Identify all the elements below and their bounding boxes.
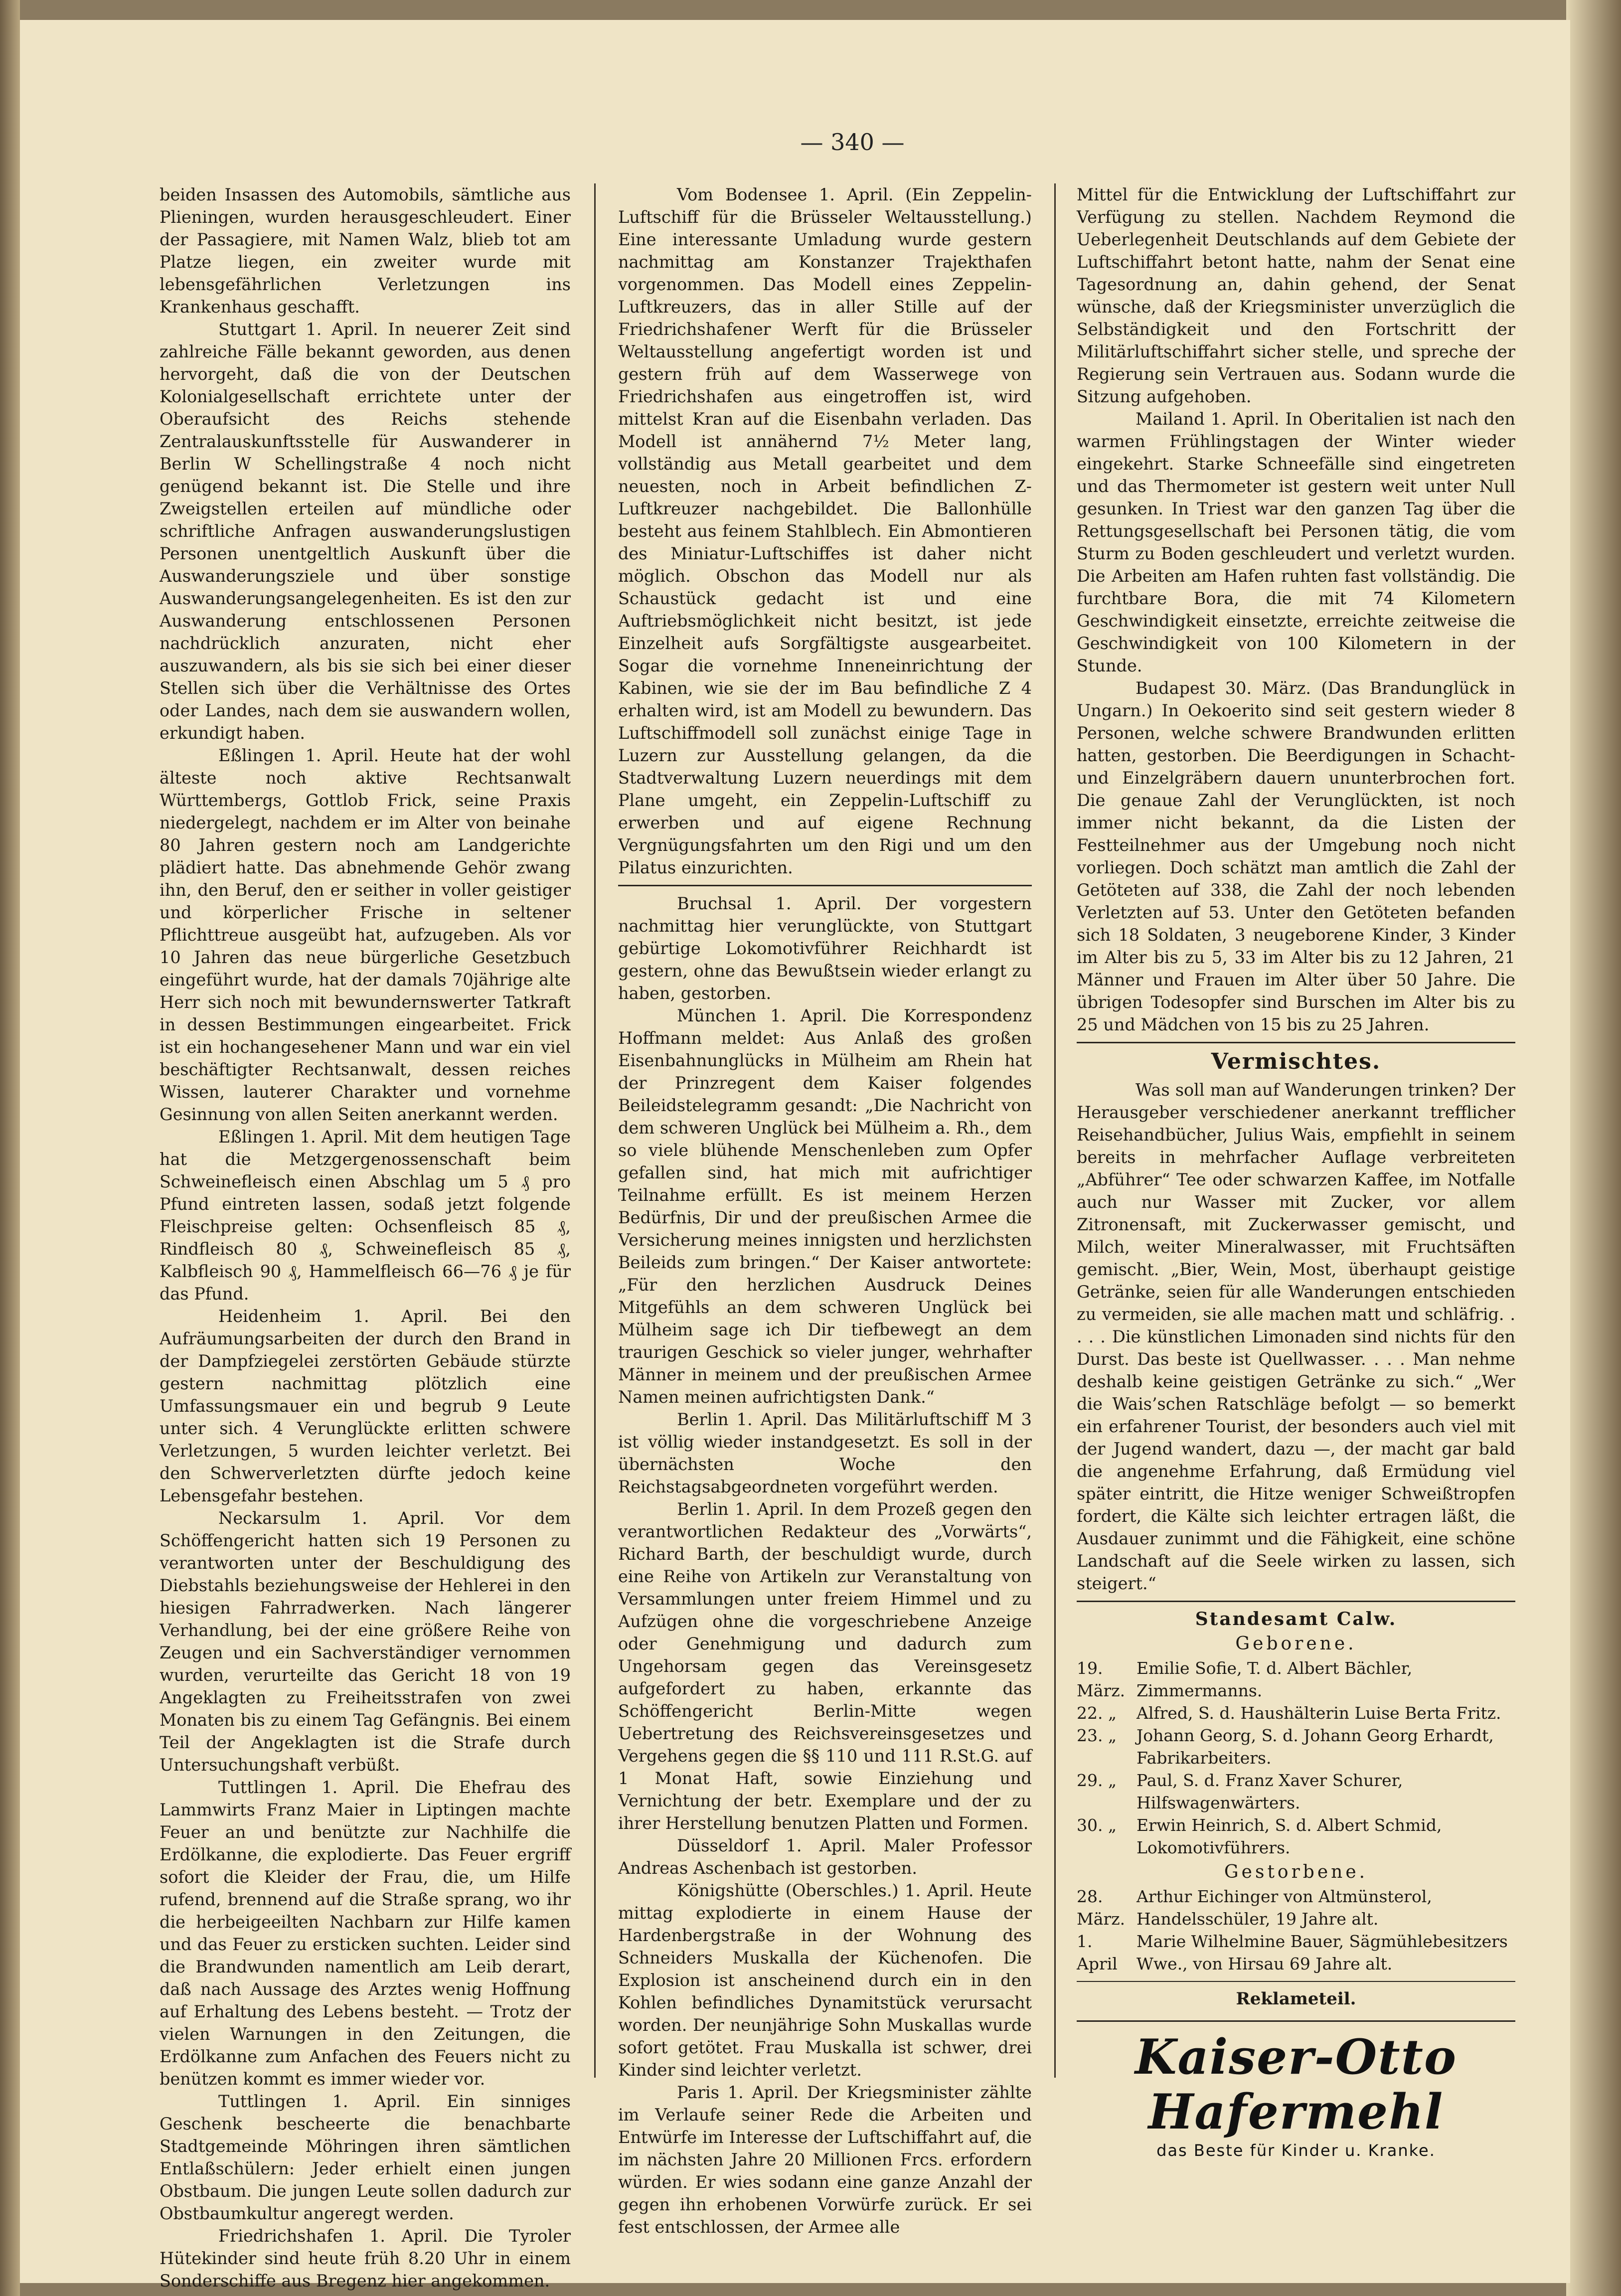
- advertisement: [1077, 2020, 1515, 2162]
- section-heading-vermischtes: Vermischtes.: [1211, 1049, 1381, 1074]
- register-entry: [1077, 1702, 1515, 1724]
- article-paragraph: Was soll man auf Wanderungen trinken? Der Herausgeber verschiedener anerkannt trefflicher Reisehandbücher, Julius Wais, empfiehlt in seinem bereits in mehrfacher Auflage verbreiteten „Abführer“ Tee oder schwarzen Kaffee, im Notfalle auch nur Wasser mit Zucker, vor allem Zitronensaft, mit Zuckerwasser gemischt, und Milch, weiter Mineralwasser, mit Fruchtsäften gemischt. „Bier, Wein, Most, überhaupt geistige Getränke, seien für alle Wanderungen entschieden zu vermeiden, sie alle machen matt und schläfrig. . . . . Die künstlichen Limonaden sind nichts für den Durst. Das beste ist Quellwasser. . . . Man nehme deshalb keine geistigen Getränke zu sich.“ „Wer die Wais’schen Ratschläge befolgt — so bemerkt ein erfahrener Tourist, der besonders auch viel mit der Jugend wandert, dazu —, der macht gar bald die angenehme Erfahrung, daß Ermüdung viel später eintritt, die Hitze weniger Schweißtropfen fordert, die Kälte sich leichter ertragen läßt, die Ausdauer zunimmt und die Fähigkeit, eine schöne Landschaft auf die Seele wirken zu lassen, sich steigert.“: [1077, 1080, 1515, 1593]
- article-paragraph: Düsseldorf 1. April. Maler Professor Andreas Aschenbach ist gestorben.: [618, 1836, 1032, 1878]
- article-paragraph: Vom Bodensee 1. April. (Ein Zeppelin-Luftschiff für die Brüsseler Weltausstellung.) Eine interessante Umladung wurde gestern nachmittag am Konstanzer Trajekthafen vorgenommen. Das Modell eines Zeppelin-Luftkreuzers, das in aller Stille auf der Friedrichshafener Werft für die Brüsseler Weltausstellung angefertigt worden ist und gestern früh auf dem Wasserwege von Friedrichshafen aus eingetroffen ist, wird mittelst Kran auf die Eisenbahn verladen. Das Modell ist annähernd 7½ Meter lang, vollständig aus Metall gearbeitet und dem neuesten, noch in Arbeit befindlichen Z-Luftkreuzer nachgebildet. Die Ballonhülle besteht aus feinem Stahlblech. Ein Abmontieren des Miniatur-Luftschiffes ist daher nicht möglich. Obschon das Modell nur als Schaustück gedacht ist und eine Auftriebsmöglichkeit nicht besitzt, ist jede Einzelheit aufs Sorgfältigste ausgearbeitet. Sogar die vornehme Inneneinrichtung der Kabinen, wie sie der im Bau befindliche Z 4 erhalten wird, ist am Modell zu bewundern. Das Luftschiffmodell soll zunächst einige Tage in Luzern zur Ausstellung gelangen, da die Stadtverwaltung Luzern neuerdings mit dem Plane umgeht, ein Zeppelin-Luftschiff zu erwerben und auf eigene Rechnung Vergnügungsfahrten um den Rigi und um den Pilatus einzurichten.: [618, 185, 1032, 877]
- entry-date: 1. April: [1077, 1932, 1118, 1973]
- register-entry: [1077, 1814, 1515, 1859]
- entry-date: 22. „: [1077, 1703, 1117, 1723]
- article-paragraph: Tuttlingen 1. April. Die Ehefrau des Lammwirts Franz Maier in Liptingen machte Feuer an und benützte zur Nachhilfe die Erdölkanne, die explodierte. Das Feuer ergriff sofort die Kleider der Frau, die, um Hilfe rufend, brennend auf die Straße sprang, wo ihr die herbeigeeilten Nachbarn zur Hilfe kamen und das Feuer zu ersticken suchten. Leider sind die Brandwunden namentlich am Leib derart, daß nach Aussage des Arztes wenig Hoffnung auf Erhaltung des Lebens besteht. — Trotz der vielen Warnungen in den Zeitungen, die Erdölkanne zum Anfachen des Feuers nicht zu benützen kommt es immer wieder vor.: [160, 1778, 571, 2089]
- section-separator: [1077, 1601, 1515, 1602]
- ad-tagline: das Beste für Kinder u. Kranke.: [1156, 2141, 1436, 2160]
- article-paragraph: Berlin 1. April. In dem Prozeß gegen den verantwortlichen Redakteur des „Vorwärts“, Richard Barth, der beschuldigt wurde, durch eine Reihe von Artikeln zur Veranstaltung von Versammlungen unter freiem Himmel und zu Aufzügen ohne die vorgeschriebene Anzeige oder Genehmigung und dadurch zum Ungehorsam gegen das Vereinsgesetz aufgefordert zu haben, erkannte das Schöffengericht Berlin-Mitte wegen Uebertretung des Reichsvereinsgesetzes und Vergehens gegen die §§ 110 und 111 R.St.G. auf 1 Monat Haft, sowie Einziehung und Vernichtung der betr. Exemplare und der zu ihrer Herstellung benutzen Platten und Formen.: [618, 1499, 1032, 1833]
- entry-text: Erwin Heinrich, S. d. Albert Schmid, Lokomotivführers.: [1136, 1815, 1442, 1857]
- register-entry: [1077, 1657, 1515, 1702]
- article-separator: [618, 885, 1032, 886]
- article-paragraph: Budapest 30. März. (Das Brandunglück in Ungarn.) In Oekoerito sind seit gestern wieder 8 Personen, welche schwere Brandwunden erlitten hatten, gestorben. Die Beerdigungen in Schacht- und Einzelgräbern dauern ununterbrochen fort. Die genaue Zahl der Verunglückten, ist noch immer nicht bekannt, da die Listen der Festteilnehmer aus der Umgebung noch nicht vorliegen. Doch schätzt man amtlich die Zahl der Getöteten auf 338, die Zahl der noch lebenden Verletzten auf 53. Unter den Getöteten befanden sich 18 Soldaten, 3 neugeborene Kinder, 3 Kinder im Alter bis zu 5, 33 im Alter bis zu 12 Jahren, 21 Männer und Frauen im Alter über 50 Jahre. Die übrigen Todesopfer sind Burschen im Alter bis zu 25 und Mädchen von 15 bis zu 25 Jahren.: [1077, 678, 1515, 1034]
- article-paragraph: Stuttgart 1. April. In neuerer Zeit sind zahlreiche Fälle bekannt geworden, aus denen hervorgeht, daß die von der Deutschen Kolonialgesellschaft errichtete unter der Oberaufsicht des Reichs stehende Zentralauskunftsstelle für Auswanderer in Berlin W Schellingstraße 4 noch nicht genügend bekannt ist. Die Stelle und ihre Zweigstellen erteilen auf mündliche oder schriftliche Anfragen auswanderungslustigen Personen unentgeltlich Auskunft über die Auswanderungsziele und über sonstige Auswanderungsangelegenheiten. Es ist den zur Auswanderung entschlossenen Personen nachdrücklich anzuraten, nicht eher auszuwandern, als bis sie sich bei einer dieser Stellen sich über die Verhältnisse des Ortes oder Landes, nach dem sie auswandern wollen, erkundigt haben.: [160, 320, 571, 743]
- register-entry: [1077, 1885, 1515, 1930]
- article-paragraph: Eßlingen 1. April. Mit dem heutigen Tage hat die Metzgergenossenschaft beim Schweinefleisch einen Abschlag um 5 ₰ pro Pfund eintreten lassen, sodaß jetzt folgende Fleischpreise gelten: Ochsenfleisch 85 ₰, Rindfleisch 80 ₰, Schweinefleisch 85 ₰, Kalbfleisch 90 ₰, Hammelfleisch 66—76 ₰ je für das Pfund.: [160, 1127, 571, 1304]
- book-gutter-left: [0, 0, 20, 2296]
- column-1: [160, 183, 571, 2292]
- section-separator: [1077, 1981, 1515, 1982]
- entry-date: 19. März.: [1077, 1658, 1126, 1700]
- entry-date: 30. „: [1077, 1815, 1117, 1835]
- entry-date: 28. März.: [1077, 1887, 1126, 1929]
- entry-text: Johann Georg, S. d. Johann Georg Erhardt, Fabrikarbeiters.: [1136, 1726, 1494, 1768]
- entry-text: Paul, S. d. Franz Xaver Schurer, Hilfswagenwärters.: [1136, 1771, 1403, 1812]
- article-paragraph: Mailand 1. April. In Oberitalien ist nach den warmen Frühlingstagen der Winter wieder eingekehrt. Starke Schneefälle sind eingetreten und das Thermometer ist gestern weit unter Null gesunken. In Triest war den ganzen Tag über die Rettungsgesellschaft bei Personen tätig, die vom Sturm zu Boden geschleudert und verletzt wurden. Die Arbeiten am Hafen ruhten fast vollständig. Die furchtbare Bora, die mit 74 Kilometern Geschwindigkeit einsetzte, erreichte zeitweise die Geschwindigkeit von 100 Kilometern in der Stunde.: [1077, 409, 1515, 675]
- entry-text: Arthur Eichinger von Altmünsterol, Handelsschüler, 19 Jahre alt.: [1136, 1887, 1432, 1929]
- book-gutter-right: [1566, 0, 1621, 2296]
- section-separator: [1077, 1042, 1515, 1043]
- gestorbene-label: Gestorbene.: [1224, 1862, 1368, 1882]
- article-paragraph: Neckarsulm 1. April. Vor dem Schöffengericht hatten sich 19 Personen zu verantworten unter der Beschuldigung des Diebstahls beziehungsweise der Hehlerei in den hiesigen Fahrradwerken. Nach längerer Verhandlung, bei der eine größere Reihe von Zeugen und ein Sachverständiger vernommen wurden, verurteilte das Gericht 18 von 19 Angeklagten zu Freiheitsstrafen von zwei Monaten bis zu einem Tag Gefängnis. Bei einem Teil der Angeklagten ist die Strafe durch Untersuchungshaft verbüßt.: [160, 1508, 571, 1775]
- article-paragraph: Eßlingen 1. April. Heute hat der wohl älteste noch aktive Rechtsanwalt Württembergs, Gottlob Frick, seine Praxis niedergelegt, nachdem er im Alter von beinahe 80 Jahren gestern noch am Landgerichte plädiert hatte. Das abnehmende Gehör zwang ihn, den Beruf, den er seither in voller geistiger und körperlicher Frische in seltener Pflichttreue ausgeübt hat, aufzugeben. Als vor 10 Jahren das neue bürgerliche Gesetzbuch eingeführt wurde, hat der damals 70jährige alte Herr sich noch mit bewundernswerter Tatkraft in dessen Bestimmungen eingearbeitet. Frick ist ein hochangesehener Mann und war ein viel beschäftigter Rechtsanwalt, dessen reiches Wissen, lauterer Charakter und vornehme Gesinnung von allen Seiten anerkannt werden.: [160, 746, 571, 1124]
- entry-date: 23. „: [1077, 1726, 1117, 1745]
- section-heading-standesamt: Standesamt Calw.: [1195, 1609, 1397, 1630]
- entry-text: Emilie Sofie, T. d. Albert Bächler, Zimmermanns.: [1136, 1658, 1413, 1700]
- register-entry: [1077, 1769, 1515, 1814]
- entry-text: Alfred, S. d. Haushälterin Luise Berta Fritz.: [1136, 1703, 1501, 1723]
- article-paragraph: Königshütte (Oberschles.) 1. April. Heute mittag explodierte in einem Hause der Hardenbergstraße in der Wohnung des Schneiders Muskalla der Küchenofen. Die Explosion ist anscheinend durch ein in den Kohlen befindliches Dynamitstück verursacht worden. Der neunjährige Sohn Muskallas wurde sofort getötet. Frau Muskalla ist schwer, drei Kinder sind leichter verletzt.: [618, 1881, 1032, 2080]
- register-entry: [1077, 1724, 1515, 1769]
- article-paragraph: Bruchsal 1. April. Der vorgestern nachmittag hier verunglückte, von Stuttgart gebürtige Lokomotivführer Reichhardt ist gestern, ohne das Bewußtsein wieder erlangt zu haben, gestorben.: [618, 894, 1032, 1003]
- reklameteil-label: Reklameteil.: [1236, 1989, 1356, 2009]
- ad-logo: Kaiser-Otto Hafermehl: [1135, 2029, 1457, 2140]
- article-paragraph: beiden Insassen des Automobils, sämtliche aus Plieningen, wurden herausgeschleudert. Einer der Passagiere, mit Namen Walz, blieb tot am Platze liegen, ein zweiter wurde mit lebensgefährlichen Verletzungen ins Krankenhaus geschafft.: [160, 185, 571, 317]
- column-rule-2: [1054, 183, 1056, 2078]
- entry-text: Marie Wilhelmine Bauer, Sägmühlebesitzers Wwe., von Hirsau 69 Jahre alt.: [1136, 1932, 1508, 1973]
- article-paragraph: Berlin 1. April. Das Militärluftschiff M 3 ist völlig wieder instandgesetzt. Es soll in der übernächsten Woche den Reichstagsabgeordneten vorgeführt werden.: [618, 1410, 1032, 1496]
- entry-date: 29. „: [1077, 1771, 1117, 1790]
- article-paragraph: Mittel für die Entwicklung der Luftschiffahrt zur Verfügung zu stellen. Nachdem Reymond die Ueberlegenheit Deutschlands auf dem Gebiete der Luftschiffahrt betont hatte, nahm der Senat eine Tagesordnung an, dahin gehend, der Senat wünsche, daß der Kriegsminister unverzüglich die Selbständigkeit und den Fortschritt der Militärluftschiffahrt sicher stelle, und spreche der Regierung sein Vertrauen aus. Sodann wurde die Sitzung aufgehoben.: [1077, 185, 1515, 406]
- article-paragraph: Heidenheim 1. April. Bei den Aufräumungsarbeiten der durch den Brand in der Dampfziegelei zerstörten Gebäude stürzte gestern nachmittag plötzlich eine Umfassungsmauer ein und begrub 9 Leute unter sich. 4 Verunglückte erlitten schwere Verletzungen, 5 wurden leichter verletzt. Bei den Schwerverletzten dürfte jedoch keine Lebensgefahr bestehen.: [160, 1307, 571, 1505]
- column-2: [618, 183, 1032, 2238]
- article-paragraph: Paris 1. April. Der Kriegsminister zählte im Verlaufe seiner Rede die Arbeiten und Entwürfe im Interesse der Luftschiffahrt auf, die im nächsten Jahre 20 Millionen Frcs. erfordern würden. Er wies sodann eine ganze Anzahl der gegen ihn erhobenen Vorwürfe zurück. Er sei fest entschlossen, der Armee alle: [618, 2083, 1032, 2237]
- page-number: — 340 —: [800, 129, 905, 156]
- column-rule-1: [594, 183, 596, 2078]
- geborene-label: Geborene.: [1235, 1634, 1357, 1654]
- column-3: [1077, 183, 1515, 2162]
- article-paragraph: Tuttlingen 1. April. Ein sinniges Geschenk bescheerte die benachbarte Stadtgemeinde Möhringen ihren sämtlichen Entlaßschülern: Jeder erhielt einen jungen Obstbaum. Die jungen Leute sollen dadurch zur Obstbaumkultur angeregt werden.: [160, 2092, 571, 2223]
- register-entry: [1077, 1930, 1515, 1975]
- article-paragraph: München 1. April. Die Korrespondenz Hoffmann meldet: Aus Anlaß des großen Eisenbahnunglücks in Mülheim am Rhein hat der Prinzregent dem Kaiser folgendes Beileidstelegramm gesandt: „Die Nachricht von dem schweren Unglück bei Mülheim a. Rh., dem so viele blühende Menschenleben zum Opfer gefallen sind, hat mich mit aufrichtiger Teilnahme erfüllt. Es ist meinem Herzen Bedürfnis, Dir und der preußischen Armee die Versicherung meines innigsten und herzlichsten Beileids zum bringen.“ Der Kaiser antwortete: „Für den herzlichen Ausdruck Deines Mitgefühls an dem schweren Unglück bei Mülheim sage ich Dir tiefbewegt an dem traurigen Geschick so vieler junger, wehrhafter Männer in meinem und der preußischen Armee Namen meinen aufrichtigsten Dank.“: [618, 1006, 1032, 1407]
- article-paragraph: Friedrichshafen 1. April. Die Tyroler Hütekinder sind heute früh 8.20 Uhr in einem Sonderschiffe aus Bregenz hier angekommen.: [160, 2226, 571, 2291]
